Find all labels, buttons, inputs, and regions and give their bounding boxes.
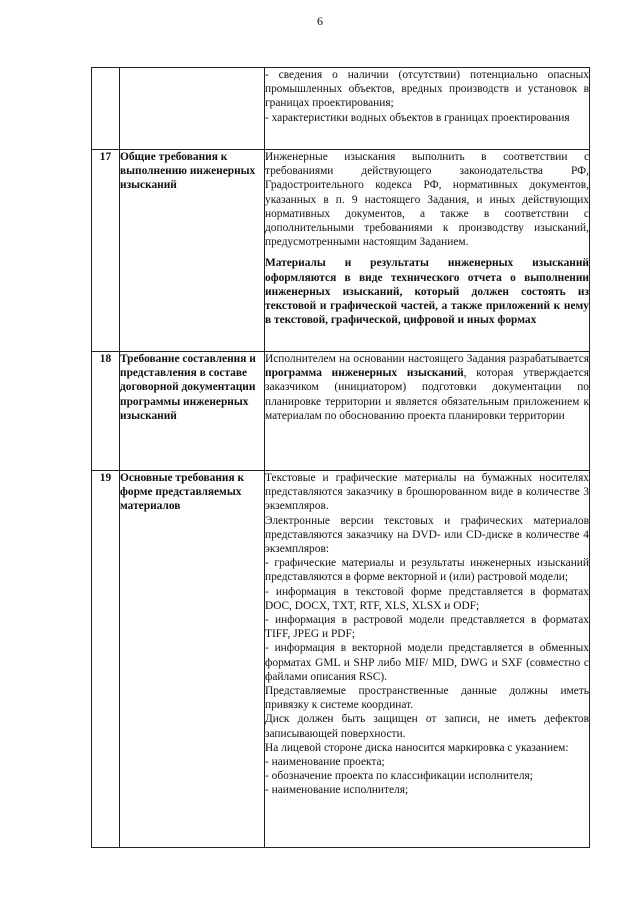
content-line: - наименование исполнителя;	[265, 784, 409, 797]
row-content-cell	[265, 68, 590, 150]
content-line: Текстовые и графические материалы на бумажных носителях представляются заказчику в брошюрованном виде в количестве 3 экземпляров.	[265, 472, 589, 513]
table-row	[92, 471, 590, 848]
table-row	[92, 352, 590, 471]
row-number: 19	[92, 471, 120, 848]
program-term: программа инженерных изысканий	[265, 367, 464, 380]
content-paragraph	[265, 352, 589, 423]
content-line: - информация в векторной модели представляется в обменных форматах GML и SHP либо MIF/ MID, DWG и SXF (совместно с файлами описания RSC).	[265, 642, 589, 683]
row-number: 17	[92, 150, 120, 352]
table-row	[92, 68, 590, 150]
content-line: Электронные версии текстовых и графических материалов представляются заказчику на DVD- или CD-диске в количестве 4 экземпляров:	[265, 514, 589, 556]
content-line: - графические материалы и результаты инженерных изысканий представляются в форме векторной и (или) растровой модели;	[265, 557, 589, 584]
content-line: - обозначение проекта по классификации исполнителя;	[265, 770, 533, 783]
row-content-cell	[265, 352, 590, 471]
row-title: Требование составления и представления в составе договорной документации программы инженерных изысканий	[120, 352, 265, 471]
content-line: Представляемые пространственные данные должны иметь привязку к системе координат.	[265, 685, 589, 712]
content-line: - наименование проекта;	[265, 756, 385, 769]
row-title: Основные требования к форме представляемых материалов	[120, 471, 265, 848]
row-content-cell	[265, 471, 590, 848]
row-content-cell	[265, 150, 590, 352]
page-number: 6	[317, 14, 323, 28]
text-segment: Исполнителем на основании настоящего Задания разрабатывается	[265, 353, 589, 365]
row-number: 18	[92, 352, 120, 471]
table-row	[92, 150, 590, 352]
content-line: - сведения о наличии (отсутствии) потенциально опасных промышленных объектов, вредных производств и установок в границах проектирования;	[265, 69, 589, 110]
row-title-cell	[120, 68, 265, 150]
row-number-cell	[92, 68, 120, 150]
requirements-table	[91, 67, 590, 848]
row-title: Общие требования к выполнению инженерных изысканий	[120, 150, 265, 352]
content-line: Диск должен быть защищен от записи, не иметь дефектов записывающей поверхности.	[265, 713, 589, 740]
content-line: На лицевой стороне диска наносится маркировка с указанием:	[265, 741, 569, 754]
content-line: - характеристики водных объектов в границах проектирования	[265, 111, 570, 124]
content-line: - информация в текстовой форме представляется в форматах DOC, DOCX, TXT, RTF, XLS, XLSX и ODF;	[265, 585, 589, 612]
content-paragraph: Инженерные изыскания выполнить в соответствии с требованиями действующего законодательства РФ, Градостроительного кодекса РФ, нормативных документов, указанных в п. 9 настоящего Задания, и иных действующих нормативных документов, а также в соответствии с дополнительными требованиями к производству изысканий, предусмотренными настоящим Заданием.	[265, 151, 589, 249]
content-paragraph-bold: Материалы и результаты инженерных изысканий оформляются в виде технического отчета о выполнении инженерных изысканий, который должен состоять из текстовой и графической частей, а также приложений к нему в текстовой, графической, цифровой и иных формах	[265, 257, 589, 327]
text-segment: , которая утверждается заказчиком (инициатором) подготовки документации по планировке территории и является обязательным приложением к материалам по обоснованию проекта планировки территории	[265, 367, 589, 422]
content-line: - информация в растровой модели представляется в форматах TIFF, JPEG и PDF;	[265, 614, 589, 641]
